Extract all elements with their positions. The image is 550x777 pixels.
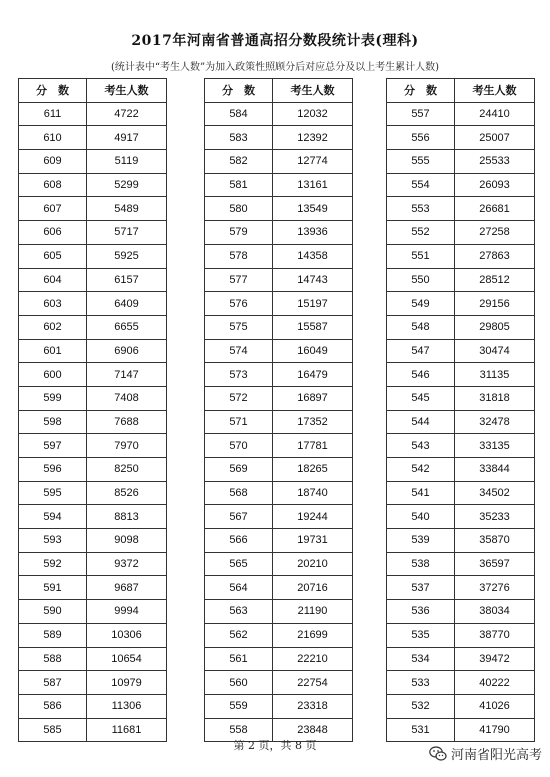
count-cell: 12774 [273, 150, 353, 174]
score-cell: 562 [205, 623, 273, 647]
score-cell: 579 [205, 221, 273, 245]
score-cell: 607 [19, 197, 87, 221]
score-cell: 570 [205, 434, 273, 458]
count-cell: 29156 [455, 292, 535, 316]
score-cell: 592 [19, 552, 87, 576]
score-cell: 549 [387, 292, 455, 316]
count-cell: 9372 [87, 552, 167, 576]
table-row [205, 434, 353, 458]
score-cell: 532 [387, 694, 455, 718]
score-cell: 595 [19, 481, 87, 505]
table-row [205, 150, 353, 174]
count-cell: 7147 [87, 363, 167, 387]
score-cell: 604 [19, 268, 87, 292]
table-row [205, 552, 353, 576]
header-count: 考生人数 [273, 79, 353, 103]
score-cell: 545 [387, 386, 455, 410]
table-row [387, 410, 535, 434]
header-score: 分 数 [19, 79, 87, 103]
count-cell: 32478 [455, 410, 535, 434]
count-cell: 9994 [87, 600, 167, 624]
score-cell: 539 [387, 529, 455, 553]
table-row [205, 221, 353, 245]
table-row [19, 268, 167, 292]
table-row [205, 363, 353, 387]
score-cell: 598 [19, 410, 87, 434]
count-cell: 34502 [455, 481, 535, 505]
score-cell: 541 [387, 481, 455, 505]
count-cell: 4722 [87, 102, 167, 126]
score-cell: 600 [19, 363, 87, 387]
count-cell: 5489 [87, 197, 167, 221]
score-cell: 597 [19, 434, 87, 458]
table-row [205, 671, 353, 695]
score-cell: 568 [205, 481, 273, 505]
header-score: 分 数 [387, 79, 455, 103]
score-cell: 578 [205, 244, 273, 268]
score-cell: 566 [205, 529, 273, 553]
table-row [205, 529, 353, 553]
score-cell: 602 [19, 315, 87, 339]
table-row [19, 292, 167, 316]
score-cell: 601 [19, 339, 87, 363]
count-cell: 9098 [87, 529, 167, 553]
table-row [387, 197, 535, 221]
table-row [205, 647, 353, 671]
score-cell: 611 [19, 102, 87, 126]
table-row [205, 386, 353, 410]
count-cell: 17781 [273, 434, 353, 458]
score-cell: 583 [205, 126, 273, 150]
count-cell: 41026 [455, 694, 535, 718]
table-row [205, 268, 353, 292]
count-cell: 16479 [273, 363, 353, 387]
count-cell: 40222 [455, 671, 535, 695]
score-cell: 534 [387, 647, 455, 671]
score-cell: 542 [387, 458, 455, 482]
table-row [387, 552, 535, 576]
count-cell: 36597 [455, 552, 535, 576]
table-row [19, 197, 167, 221]
table-row [19, 505, 167, 529]
score-cell: 587 [19, 671, 87, 695]
table-row [387, 623, 535, 647]
count-cell: 4917 [87, 126, 167, 150]
score-cell: 567 [205, 505, 273, 529]
table-row [387, 339, 535, 363]
count-cell: 18740 [273, 481, 353, 505]
count-cell: 16897 [273, 386, 353, 410]
table-row [387, 292, 535, 316]
table-row [387, 647, 535, 671]
table-row [387, 458, 535, 482]
count-cell: 14743 [273, 268, 353, 292]
score-cell: 557 [387, 102, 455, 126]
watermark [429, 744, 542, 763]
count-cell: 6409 [87, 292, 167, 316]
score-cell: 594 [19, 505, 87, 529]
score-cell: 556 [387, 126, 455, 150]
score-cell: 564 [205, 576, 273, 600]
table-row [205, 339, 353, 363]
table-row [387, 363, 535, 387]
table-row [19, 434, 167, 458]
table-row [205, 410, 353, 434]
count-cell: 25533 [455, 150, 535, 174]
score-cell: 571 [205, 410, 273, 434]
table-row [205, 576, 353, 600]
count-cell: 35233 [455, 505, 535, 529]
score-cell: 546 [387, 363, 455, 387]
count-cell: 8813 [87, 505, 167, 529]
count-cell: 7970 [87, 434, 167, 458]
table-row [387, 529, 535, 553]
score-cell: 589 [19, 623, 87, 647]
score-cell: 572 [205, 386, 273, 410]
count-cell: 5925 [87, 244, 167, 268]
count-cell: 10654 [87, 647, 167, 671]
score-cell: 609 [19, 150, 87, 174]
count-cell: 5717 [87, 221, 167, 245]
count-cell: 33135 [455, 434, 535, 458]
count-cell: 38770 [455, 623, 535, 647]
table-row [387, 600, 535, 624]
page-footer: 第 2 页，共 8 页 [233, 739, 317, 752]
count-cell: 6906 [87, 339, 167, 363]
score-cell: 586 [19, 694, 87, 718]
table-row [205, 173, 353, 197]
score-cell: 553 [387, 197, 455, 221]
table-row [205, 102, 353, 126]
table-row [387, 434, 535, 458]
score-cell: 573 [205, 363, 273, 387]
count-cell: 39472 [455, 647, 535, 671]
count-cell: 41790 [455, 718, 535, 742]
score-table-3 [386, 78, 535, 742]
table-row [19, 600, 167, 624]
table-row [19, 386, 167, 410]
score-cell: 588 [19, 647, 87, 671]
count-cell: 7688 [87, 410, 167, 434]
count-cell: 30474 [455, 339, 535, 363]
score-cell: 582 [205, 150, 273, 174]
count-cell: 5119 [87, 150, 167, 174]
count-cell: 5299 [87, 173, 167, 197]
table-row [19, 647, 167, 671]
count-cell: 35870 [455, 529, 535, 553]
count-cell: 22754 [273, 671, 353, 695]
score-cell: 590 [19, 600, 87, 624]
table-row [19, 529, 167, 553]
table-row [205, 458, 353, 482]
count-cell: 11306 [87, 694, 167, 718]
table-row [387, 102, 535, 126]
score-table-1 [18, 78, 167, 742]
count-cell: 8526 [87, 481, 167, 505]
table-row [205, 126, 353, 150]
watermark-text: 河南省阳光高考 [450, 748, 542, 763]
table-row [19, 458, 167, 482]
page-title: 2017年河南省普通高招分数段统计表(理科) [131, 33, 419, 49]
count-cell: 29805 [455, 315, 535, 339]
count-cell: 19731 [273, 529, 353, 553]
table-row [387, 268, 535, 292]
table-row [205, 292, 353, 316]
count-cell: 26093 [455, 173, 535, 197]
score-cell: 555 [387, 150, 455, 174]
table-row [387, 126, 535, 150]
score-table-2 [204, 78, 353, 742]
count-cell: 8250 [87, 458, 167, 482]
count-cell: 33844 [455, 458, 535, 482]
count-cell: 38034 [455, 600, 535, 624]
score-cell: 606 [19, 221, 87, 245]
score-cell: 585 [19, 718, 87, 742]
score-cell: 593 [19, 529, 87, 553]
table-row [205, 197, 353, 221]
count-cell: 13549 [273, 197, 353, 221]
header-count: 考生人数 [87, 79, 167, 103]
count-cell: 20210 [273, 552, 353, 576]
table-row [387, 386, 535, 410]
count-cell: 11681 [87, 718, 167, 742]
score-tables [0, 78, 550, 736]
score-cell: 554 [387, 173, 455, 197]
count-cell: 26681 [455, 197, 535, 221]
count-cell: 28512 [455, 268, 535, 292]
score-cell: 580 [205, 197, 273, 221]
table-row [205, 244, 353, 268]
count-cell: 24410 [455, 102, 535, 126]
score-cell: 569 [205, 458, 273, 482]
table-row [19, 126, 167, 150]
count-cell: 16049 [273, 339, 353, 363]
table-row [19, 410, 167, 434]
count-cell: 15587 [273, 315, 353, 339]
score-cell: 581 [205, 173, 273, 197]
table-row [387, 576, 535, 600]
score-cell: 605 [19, 244, 87, 268]
table-row [205, 505, 353, 529]
page-subtitle: (统计表中“考生人数”为加入政策性照顾分后对应总分及以上考生累计人数) [110, 62, 440, 73]
table-row [205, 623, 353, 647]
score-cell: 584 [205, 102, 273, 126]
table-row [19, 315, 167, 339]
score-cell: 574 [205, 339, 273, 363]
score-cell: 543 [387, 434, 455, 458]
table-row [387, 481, 535, 505]
count-cell: 9687 [87, 576, 167, 600]
table-row [19, 173, 167, 197]
count-cell: 13161 [273, 173, 353, 197]
score-cell: 599 [19, 386, 87, 410]
score-cell: 565 [205, 552, 273, 576]
table-row [205, 694, 353, 718]
score-cell: 535 [387, 623, 455, 647]
count-cell: 21699 [273, 623, 353, 647]
count-cell: 12032 [273, 102, 353, 126]
count-cell: 10306 [87, 623, 167, 647]
table-row [387, 671, 535, 695]
count-cell: 7408 [87, 386, 167, 410]
score-cell: 540 [387, 505, 455, 529]
table-row [19, 576, 167, 600]
table-row [19, 671, 167, 695]
count-cell: 17352 [273, 410, 353, 434]
score-cell: 596 [19, 458, 87, 482]
table-row [205, 600, 353, 624]
score-cell: 537 [387, 576, 455, 600]
table-row [19, 623, 167, 647]
count-cell: 15197 [273, 292, 353, 316]
table-row [19, 221, 167, 245]
count-cell: 6157 [87, 268, 167, 292]
table-row [19, 552, 167, 576]
table-row [19, 481, 167, 505]
count-cell: 18265 [273, 458, 353, 482]
table-row [19, 150, 167, 174]
score-cell: 561 [205, 647, 273, 671]
score-cell: 576 [205, 292, 273, 316]
table-row [19, 363, 167, 387]
score-cell: 577 [205, 268, 273, 292]
score-cell: 563 [205, 600, 273, 624]
table-row [19, 339, 167, 363]
table-row [387, 173, 535, 197]
table-row [19, 694, 167, 718]
table-row [387, 150, 535, 174]
count-cell: 23318 [273, 694, 353, 718]
wechat-icon [429, 746, 447, 762]
table-row [387, 315, 535, 339]
score-cell: 552 [387, 221, 455, 245]
table-row [387, 694, 535, 718]
score-cell: 603 [19, 292, 87, 316]
count-cell: 14358 [273, 244, 353, 268]
score-cell: 548 [387, 315, 455, 339]
score-cell: 608 [19, 173, 87, 197]
score-cell: 591 [19, 576, 87, 600]
count-cell: 25007 [455, 126, 535, 150]
score-cell: 559 [205, 694, 273, 718]
count-cell: 21190 [273, 600, 353, 624]
score-cell: 551 [387, 244, 455, 268]
score-cell: 536 [387, 600, 455, 624]
count-cell: 27258 [455, 221, 535, 245]
count-cell: 37276 [455, 576, 535, 600]
count-cell: 31818 [455, 386, 535, 410]
count-cell: 6655 [87, 315, 167, 339]
table-row [205, 315, 353, 339]
table-row [205, 481, 353, 505]
header-score: 分 数 [205, 79, 273, 103]
table-row [19, 102, 167, 126]
count-cell: 23848 [273, 718, 353, 742]
score-cell: 550 [387, 268, 455, 292]
score-cell: 531 [387, 718, 455, 742]
count-cell: 31135 [455, 363, 535, 387]
score-cell: 547 [387, 339, 455, 363]
score-cell: 560 [205, 671, 273, 695]
count-cell: 22210 [273, 647, 353, 671]
table-row [387, 505, 535, 529]
score-cell: 544 [387, 410, 455, 434]
score-cell: 610 [19, 126, 87, 150]
table-row [387, 244, 535, 268]
score-cell: 538 [387, 552, 455, 576]
header-count: 考生人数 [455, 79, 535, 103]
count-cell: 27863 [455, 244, 535, 268]
table-row [387, 221, 535, 245]
table-row [19, 244, 167, 268]
count-cell: 10979 [87, 671, 167, 695]
score-cell: 533 [387, 671, 455, 695]
score-cell: 575 [205, 315, 273, 339]
count-cell: 13936 [273, 221, 353, 245]
count-cell: 20716 [273, 576, 353, 600]
count-cell: 12392 [273, 126, 353, 150]
score-cell: 558 [205, 718, 273, 742]
count-cell: 19244 [273, 505, 353, 529]
